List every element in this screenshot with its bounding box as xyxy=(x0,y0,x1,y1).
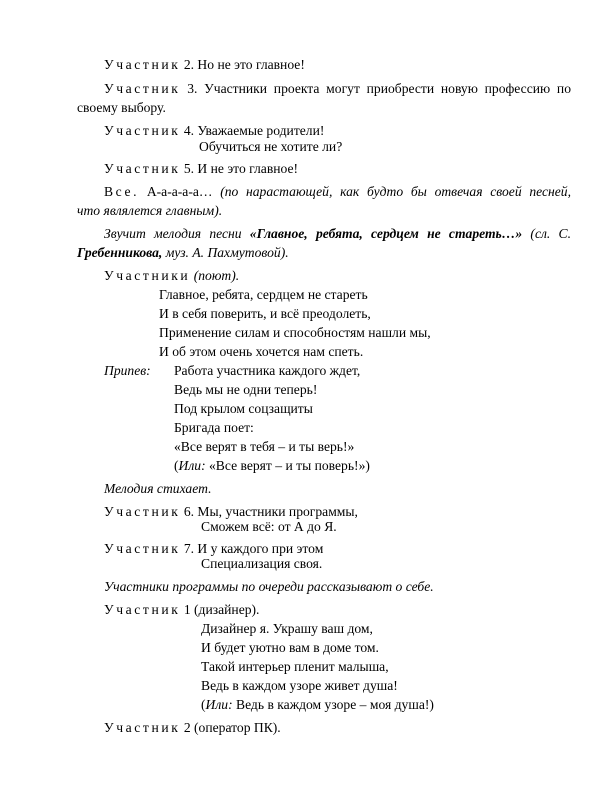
speaker-line-4: Участник 4. Уважаемые родители! xyxy=(104,123,325,138)
stage-direction-intro: Участники программы по очереди рассказывают о себе. xyxy=(104,579,434,594)
speaker-line-2: Участник 2. Но не это главное! xyxy=(104,57,305,72)
chorus-line: «Все верят в тебя – и ты верь!» xyxy=(174,439,355,454)
chorus-alt-line: (Или: «Все верят – и ты поверь!») xyxy=(174,458,370,473)
song-line: Главное, ребята, сердцем не стареть xyxy=(159,287,368,302)
speaker-line-3: Участник 3. Участники проекта могут приобрести новую профессию по xyxy=(104,81,571,96)
all-line-cont: что являлется главным). xyxy=(77,203,223,218)
chorus-line: Под крылом соцзащиты xyxy=(174,401,313,416)
verse-alt-line: (Или: Ведь в каждом узоре – моя душа!) xyxy=(201,697,434,712)
speaker-line-designer: Участник 1 (дизайнер). xyxy=(104,602,260,617)
song-line: И об этом очень хочется нам спеть. xyxy=(159,344,364,359)
speaker-line-5: Участник 5. И не это главное! xyxy=(104,161,299,176)
verse-line: И будет уютно вам в доме том. xyxy=(201,640,379,655)
chorus-label: Припев: xyxy=(104,363,151,378)
chorus-line: Бригада поет: xyxy=(174,420,254,435)
stage-direction-song: Звучит мелодия песни «Главное, ребята, сердцем не стареть…» (сл. С. xyxy=(104,226,572,241)
speaker-line-7-cont: Специализация своя. xyxy=(201,556,323,571)
speaker-line-operator: Участник 2 (оператор ПК). xyxy=(104,720,281,735)
verse-line: Ведь в каждом узоре живет душа! xyxy=(201,678,398,693)
verse-line: Дизайнер я. Украшу ваш дом, xyxy=(201,621,373,636)
speaker-line-4-cont: Обучиться не хотите ли? xyxy=(199,139,343,154)
chorus-line: Работа участника каждого ждет, xyxy=(174,363,361,378)
speaker-line-3-cont: своему выбору. xyxy=(77,100,166,115)
stage-direction-fade: Мелодия стихает. xyxy=(104,481,212,496)
all-line: Все. А-а-а-а-а… (по нарастающей, как будто бы отвечая своей песней, xyxy=(104,184,571,199)
speaker-line-7: Участник 7. И у каждого при этом xyxy=(104,541,324,556)
participants-sing-line: Участники (поют). xyxy=(104,268,240,283)
verse-line: Такой интерьер пленит малыша, xyxy=(201,659,389,674)
chorus-line: Ведь мы не одни теперь! xyxy=(174,382,318,397)
speaker-line-6: Участник 6. Мы, участники программы, xyxy=(104,504,358,519)
song-line: И в себя поверить, и всё преодолеть, xyxy=(159,306,371,321)
song-line: Применение силам и способностям нашли мы, xyxy=(159,325,431,340)
speaker-line-6-cont: Сможем всё: от А до Я. xyxy=(201,519,337,534)
stage-direction-song-cont: Гребенникова, муз. А. Пахмутовой). xyxy=(77,245,289,260)
